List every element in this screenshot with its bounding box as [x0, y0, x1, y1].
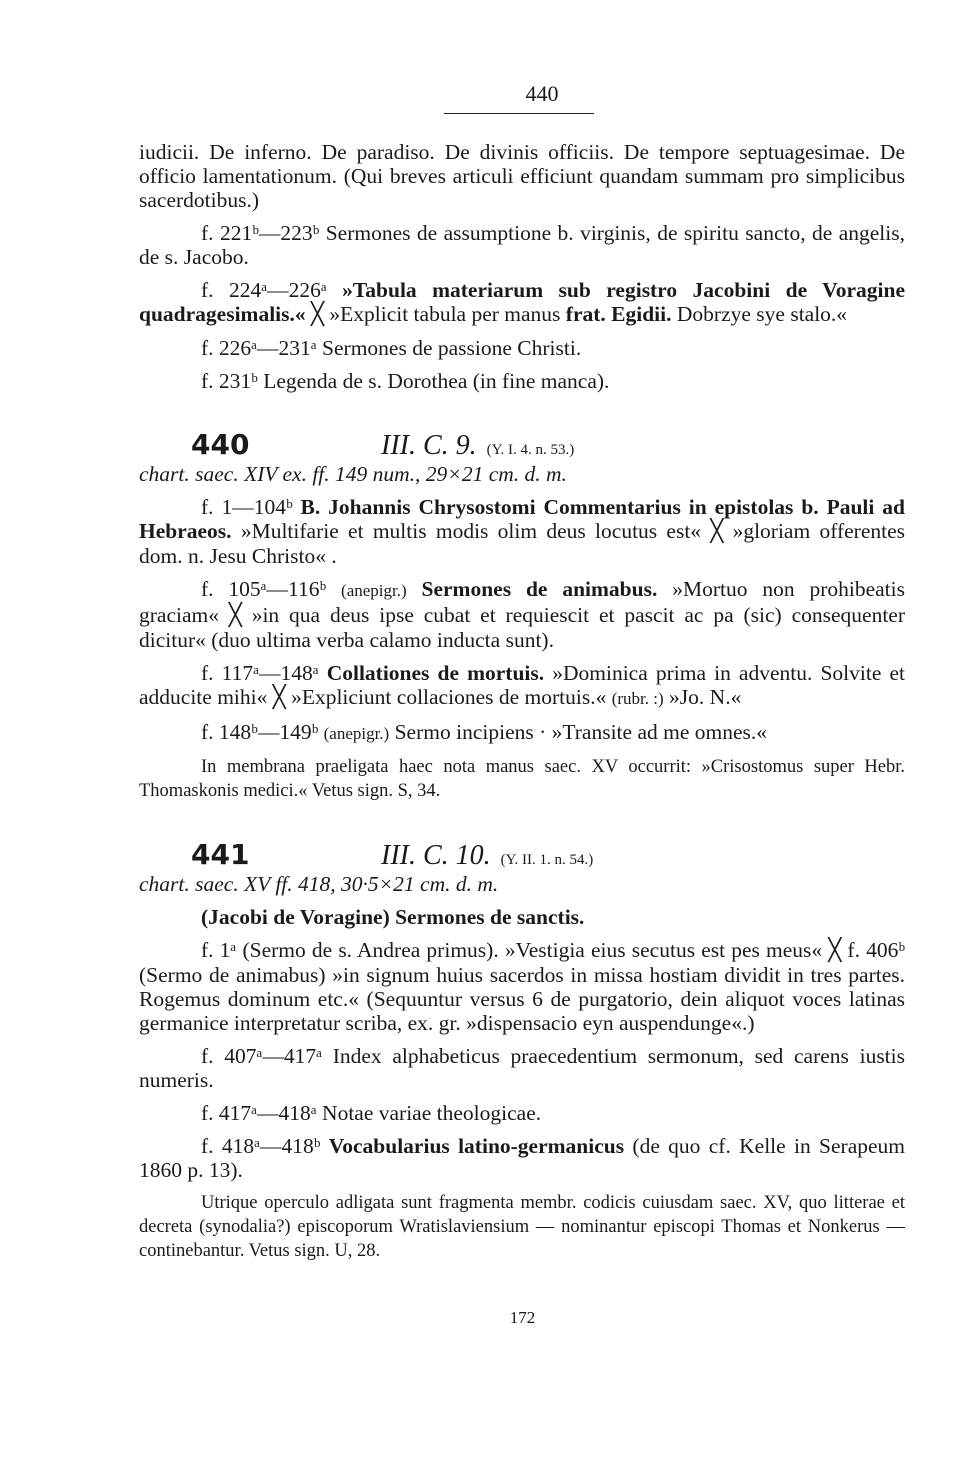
entry-old-reference: (Y. I. 4. n. 53.) — [486, 442, 575, 458]
entry-441-title: (Jacobi de Voragine) Sermones de sanctis. — [201, 905, 585, 929]
intro-paragraph-3: f. 224ᵃ—226ᵃ »Tabula materiarum sub registro Jacobini de Voragine quadragesimalis.« ╳ »Explicit tabula per manus frat. Egidii. Dobrzye sye stalo.« — [139, 278, 905, 327]
intro-paragraph-2: f. 221ᵇ—223ᵇ Sermones de assumptione b. virginis, de spiritu sancto, de angelis, de s. Jacobo. — [139, 221, 905, 269]
cross-mark: ╳ — [710, 519, 724, 544]
entry-441-item-3: f. 417ᵃ—418ᵃ Notae variae theologicae. — [201, 1101, 542, 1125]
folio-number: 172 — [509, 1308, 536, 1327]
entry-440-item-4: f. 148ᵇ—149ᵇ (anepigr.) Sermo incipiens · »Transite ad me omnes.« — [201, 720, 768, 744]
entry-signature: III. C. 10. — [381, 840, 491, 871]
cross-mark: ╳ — [228, 603, 242, 628]
entry-number: 441 — [191, 838, 250, 871]
entry-440-item-2: f. 105ᵃ—116ᵇ (anepigr.) Sermones de animabus. »Mortuo non prohibeatis graciam« ╳ »in qua deus ipse cubat et requiescit et pascit ac pa (sic) consequenter dicitur« (duo ultima verba calamo inducta sunt). — [139, 577, 905, 652]
entry-440-heading — [139, 428, 905, 462]
entry-number: 440 — [191, 428, 250, 461]
entry-440-item-1: f. 1—104ᵇ B. Johannis Chrysostomi Commentarius in epistolas b. Pauli ad Hebraeos. »Multifarie et multis modis olim deus locutus est« ╳ »gloriam offerentes dom. n. Jesu Christo« . — [139, 495, 906, 568]
entry-old-reference: (Y. II. 1. n. 54.) — [500, 852, 594, 868]
cross-mark: ╳ — [272, 685, 286, 710]
intro-paragraph-1: iudicii. De inferno. De paradiso. De divinis officiis. De tempore septuagesimae. De officio lamentationum. (Qui breves articuli efficiunt quandam summam pro simplicibus sacerdotibus.) — [139, 140, 905, 212]
entry-441-note: Utrique operculo adligata sunt fragmenta membr. codicis cuiusdam saec. XV, quo litterae et decreta (synodalia?) episcoporum Wratislaviensium — nominantur episcopi Thomas et Nonkerus — continebantur. Vetus sign. U, 28. — [139, 1193, 905, 1261]
intro-paragraph-5: f. 231ᵇ Legenda de s. Dorothea (in fine manca). — [201, 369, 610, 393]
entry-441-heading — [139, 838, 905, 872]
entry-440-description: chart. saec. XIV ex. ff. 149 num., 29×21 cm. d. m. — [139, 462, 567, 486]
entry-440-note: In membrana praeligata haec nota manus saec. XV occurrit: »Crisostomus super Hebr. Thomaskonis medici.« Vetus sign. S, 34. — [139, 757, 905, 801]
entry-441-item-2: f. 407ᵃ—417ᵃ Index alphabeticus praecedentium sermonum, sed carens iustis numeris. — [139, 1044, 905, 1092]
entry-441-item-1: f. 1ᵃ (Sermo de s. Andrea primus). »Vestigia eius secutus est pes meus« ╳ f. 406ᵇ (Sermo de animabus) »in signum huius sacerdos in missa hostiam dividit in tres partes. Rogemus dominum etc.« (Sequuntur versus 6 de purgatorio, dein aliquot voces latinas germanice interpretatur scriba, ex. gr. »dispensacio eyn auspendunge«.) — [139, 938, 906, 1035]
page-body — [139, 82, 905, 1263]
entry-441-description: chart. saec. XV ff. 418, 30·5×21 cm. d. m. — [139, 872, 499, 896]
cross-mark: ╳ — [828, 938, 842, 963]
intro-paragraph-4: f. 226ᵃ—231ᵃ Sermones de passione Christi. — [201, 336, 582, 360]
entry-440-item-3: f. 117ᵃ—148ᵃ Collationes de mortuis. »Dominica prima in adventu. Solvite et adducite mihi« ╳ »Expliciunt collaciones de mortuis.« (rubr. :) »Jo. N.« — [139, 661, 905, 710]
running-page-number: 440 — [525, 81, 559, 106]
cross-mark: ╳ — [311, 302, 324, 327]
entry-signature: III. C. 9. — [381, 430, 477, 461]
entry-441-item-4: f. 418ᵃ—418ᵇ Vocabularius latino-germanicus (de quo cf. Kelle in Serapeum 1860 p. 13). — [139, 1134, 906, 1182]
